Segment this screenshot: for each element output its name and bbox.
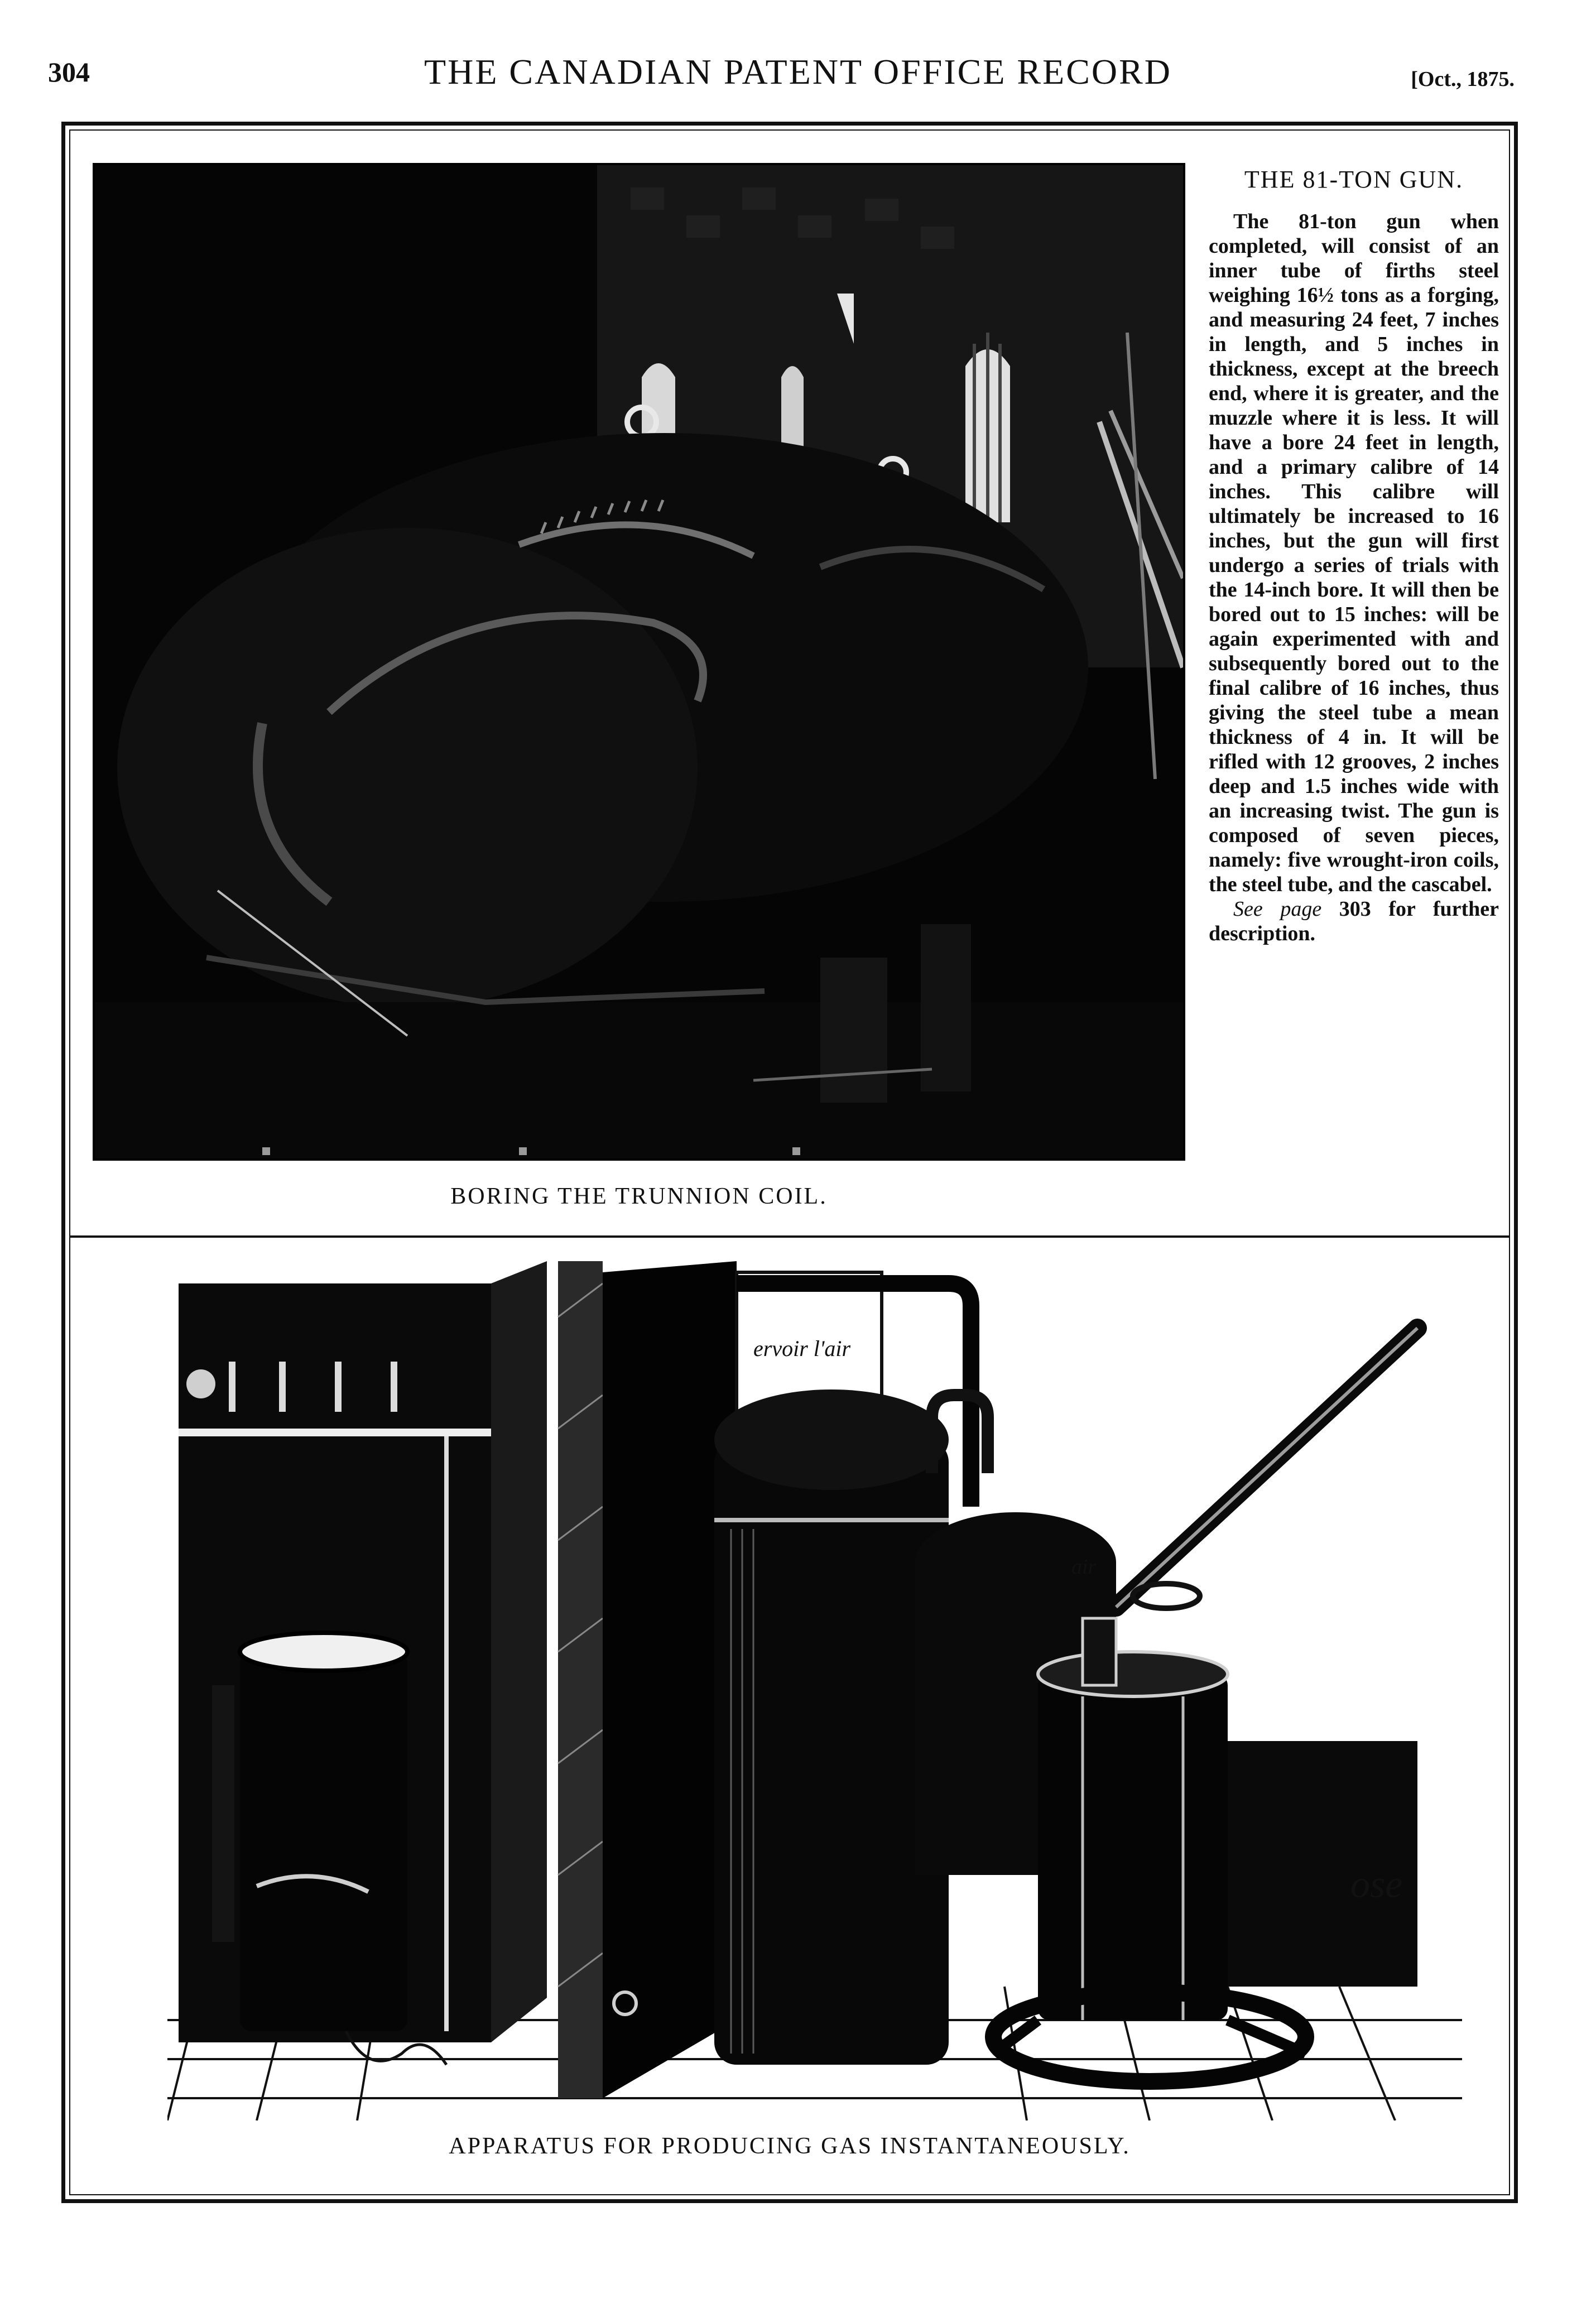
section-divider (69, 1235, 1510, 1238)
gas-apparatus-caption: APPARATUS FOR PRODUCING GAS INSTANTANEOUSLY. (449, 2133, 1131, 2159)
article-ref-italic: See page (1233, 897, 1322, 921)
article-ref-text: 303 for further description. (1209, 897, 1499, 945)
article-body: The 81-ton gun when completed, will consist of an inner tube of firths steel weighing 16½ tons as a forging, and measuring 24 feet, 7 inches in length, and 5 inches in thickness, except at the breech end, where it is greater, and the muzzle where it is less. It will have a bore 24 feet in length, and a primary calibre of 14 inches. This calibre will ultimately be increased to 16 inches, but the gun will first undergo a series of trials with the 14-inch bore. It will then be bored out to 15 inches: will be again experimented with and subsequently bored out to the final calibre of 16 inches, thus giving the steel tube a mean thickness of 4 in. It will be rifled with 12 grooves, 2 inches deep and 1.5 inches wide with an increasing twist. The gun is composed of seven pieces, namely: five wrought-iron coils, the steel tube, and the cascabel. (1209, 210, 1499, 896)
gas-apparatus-illustration (167, 1261, 1462, 2121)
page-number: 304 (48, 56, 90, 88)
gas-apparatus-engraving (167, 1261, 1462, 2121)
article-81-ton-gun (1209, 165, 1499, 946)
article-heading: THE 81-TON GUN. (1244, 166, 1464, 193)
article-page-reference (1209, 897, 1499, 946)
pump-label: air (1071, 1555, 1097, 1579)
trunnion-coil-caption: BORING THE TRUNNION COIL. (450, 1184, 828, 1209)
trunnion-coil-engraving (95, 165, 1183, 1158)
trunnion-coil-illustration (95, 165, 1183, 1158)
reservoir-label: ervoir l'air (753, 1336, 851, 1361)
issue-date: [Oct., 1875. (1411, 68, 1515, 91)
hose-label: ose (1350, 1863, 1403, 1906)
journal-title: THE CANADIAN PATENT OFFICE RECORD (424, 52, 1172, 92)
